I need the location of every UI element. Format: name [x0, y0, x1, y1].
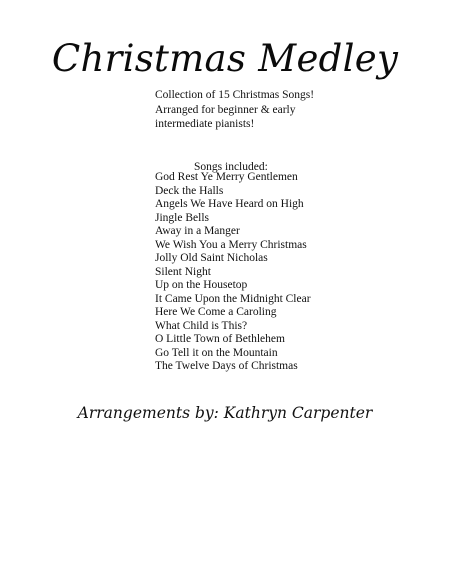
songs-heading: Songs included: [194, 161, 268, 173]
song-item: What Child is This? [155, 319, 248, 332]
song-list [155, 171, 311, 374]
song-item: Jolly Old Saint Nicholas [155, 252, 268, 264]
song-item: It Came Upon the Midnight Clear [155, 292, 311, 305]
song-item: The Twelve Days of Christmas [155, 360, 298, 372]
song-item: Deck the Halls [155, 184, 224, 197]
song-item: O Little Town of Bethlehem [155, 333, 285, 345]
arranger-credit: Arrangements by: Kathryn Carpenter [77, 404, 373, 422]
song-item: Angels We Have Heard on High [155, 198, 304, 210]
song-item: God Rest Ye Merry Gentlemen [155, 171, 298, 183]
song-item: Away in a Manger [155, 225, 240, 237]
document-title: Christmas Medley [51, 37, 399, 80]
song-item: Up on the Housetop [155, 279, 248, 291]
intro-line: Collection of 15 Christmas Songs! [155, 89, 315, 101]
song-item: Here We Come a Caroling [155, 306, 277, 318]
song-item: Jingle Bells [155, 211, 209, 224]
song-item: We Wish You a Merry Christmas [155, 238, 307, 251]
intro-block [155, 88, 385, 132]
intro-line: Arranged for beginner & early [155, 103, 296, 116]
song-item: Silent Night [155, 265, 211, 278]
intro-line: intermediate pianists! [155, 118, 255, 130]
song-item: Go Tell it on the Mountain [155, 346, 278, 359]
